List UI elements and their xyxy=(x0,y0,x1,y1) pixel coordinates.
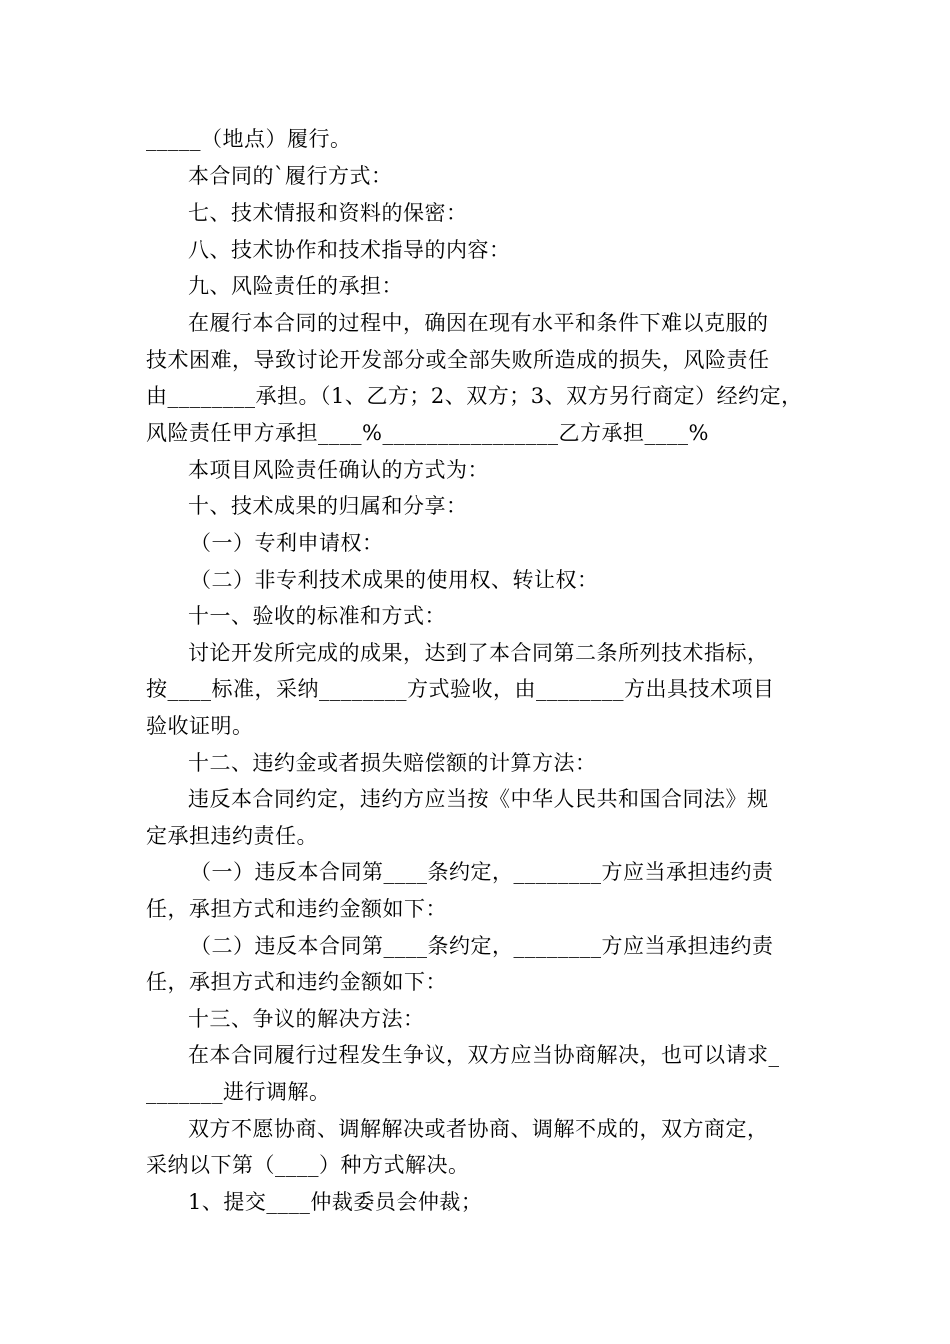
text-line: 违反本合同约定，违约方应当按《中华人民共和国合同法》规 xyxy=(188,787,769,811)
text-line: 讨论开发所完成的成果，达到了本合同第二条所列技术指标， xyxy=(188,641,769,665)
section-heading: 七、技术情报和资料的保密： xyxy=(188,201,468,225)
sub-heading: （二）违反本合同第____条约定，________方应当承担违约责 xyxy=(190,934,774,958)
section-heading: 十二、违约金或者损失赔偿额的计算方法： xyxy=(188,751,597,775)
text-line: 技术困难，导致讨论开发部分或全部失败所造成的损失，风险责任 xyxy=(146,348,770,372)
text-line: 采纳以下第（____）种方式解决。 xyxy=(146,1153,470,1177)
sub-heading: （二）非专利技术成果的使用权、转让权： xyxy=(190,568,599,592)
list-item: 1、提交____仲裁委员会仲裁； xyxy=(188,1190,483,1214)
text-line: 风险责任甲方承担____%________________乙方承担____% xyxy=(146,421,709,445)
section-heading: 九、风险责任的承担： xyxy=(188,274,403,298)
text-line: 在本合同履行过程发生争议，双方应当协商解决，也可以请求_ xyxy=(188,1043,780,1067)
text-line: 由________承担。（1、乙方；2、双方；3、双方另行商定）经约定， xyxy=(146,384,803,408)
text-line: 本项目风险责任确认的方式为： xyxy=(188,458,489,482)
section-heading: 八、技术协作和技术指导的内容： xyxy=(188,238,511,262)
text-line: _____（地点）履行。 xyxy=(146,127,352,151)
section-heading: 十一、验收的标准和方式： xyxy=(188,604,446,628)
text-line: 任，承担方式和违约金额如下： xyxy=(146,970,447,994)
text-line: 双方不愿协商、调解解决或者协商、调解不成的，双方商定， xyxy=(188,1117,769,1141)
text-line: _______进行调解。 xyxy=(146,1080,331,1104)
text-line: 验收证明。 xyxy=(146,714,254,738)
section-heading: 十三、争议的解决方法： xyxy=(188,1007,425,1031)
text-line: 按____标准，采纳________方式验收，由________方出具技术项目 xyxy=(146,677,775,701)
text-line: 在履行本合同的过程中，确因在现有水平和条件下难以克服的 xyxy=(188,311,769,335)
text-line: 任，承担方式和违约金额如下： xyxy=(146,897,447,921)
text-line: 本合同的`履行方式： xyxy=(188,164,393,188)
text-line: 定承担违约责任。 xyxy=(146,824,318,848)
section-heading: 十、技术成果的归属和分享： xyxy=(188,494,468,518)
sub-heading: （一）违反本合同第____条约定，________方应当承担违约责 xyxy=(190,860,774,884)
sub-heading: （一）专利申请权： xyxy=(190,531,384,555)
